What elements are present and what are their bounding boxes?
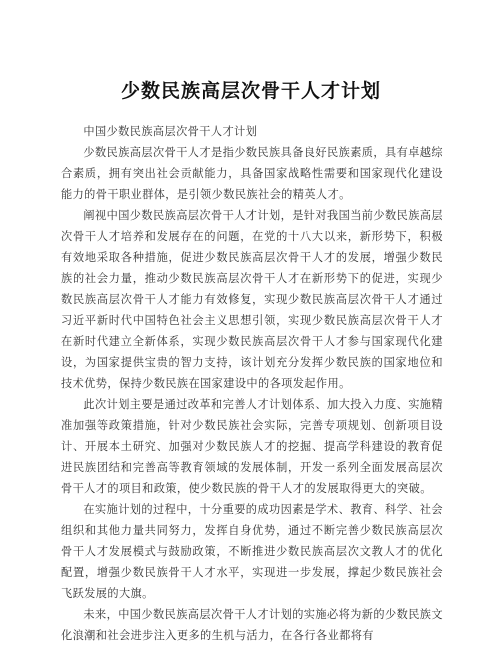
paragraph-heading: 中国少数民族高层次骨干人才计划 <box>83 125 258 138</box>
paragraph: 此次计划主要是通过改革和完善人才计划体系、加大投入力度、实施精准加强等政策措施，针对少数民族社会实际，完善专项规划、创新项目设计、开展本土研究、加强对少数民族人才的挖掘、提高学科建设的教育促进民族团结和完善高等教育领域的发展体制，开发一系列全面发展高层次骨干人才的项目和政策，使少数民族的骨干人才的发展取得更大的突破。 <box>61 398 443 495</box>
document-body <box>61 121 443 646</box>
paragraph: 少数民族高层次骨干人才是指少数民族具备良好民族素质，具有卓越综合素质，拥有突出社会贡献能力，具备国家战略性需要和国家现代化建设能力的骨干职业群体，是引领少数民族社会的精英人才。 <box>61 146 443 201</box>
document-title: 少数民族高层次骨干人才计划 <box>120 80 381 102</box>
paragraph: 未来，中国少数民族高层次骨干人才计划的实施必将为新的少数民族文化浪潮和社会进步注入更多的生机与活力，在各行各业都将有 <box>61 608 443 642</box>
paragraph: 在实施计划的过程中，十分重要的成功因素是学术、教育、科学、社会组织和其他力量共同努力，发挥自身优势，通过不断完善少数民族高层次骨干人才发展模式与鼓励政策，不断推进少数民族高层次文教人才的优化配置，增强少数民族骨干人才水平，实现进一步发展，撑起少数民族社会飞跃发展的大旗。 <box>61 503 443 600</box>
paragraph: 阐视中国少数民族高层次骨干人才计划，是针对我国当前少数民族高层次骨干人才培养和发展存在的问题，在党的十八大以来，新形势下，积极有效地采取各种措施，促进少数民族高层次骨干人才的发展，增强少数民族的社会力量，推动少数民族高层次骨干人才在新形势下的促进，实现少数民族高层次骨干人才能力有效修复，实现少数民族高层次骨干人才通过习近平新时代中国特色社会主义思想引领，实现少数民族高层次骨干人才在新时代建立全新体系，实现少数民族高层次骨干人才参与国家现代化建设，为国家提供宝贵的智力支持，该计划充分发挥少数民族的国家地位和技术优势，保持少数民族在国家建设中的各项发起作用。 <box>61 209 443 390</box>
